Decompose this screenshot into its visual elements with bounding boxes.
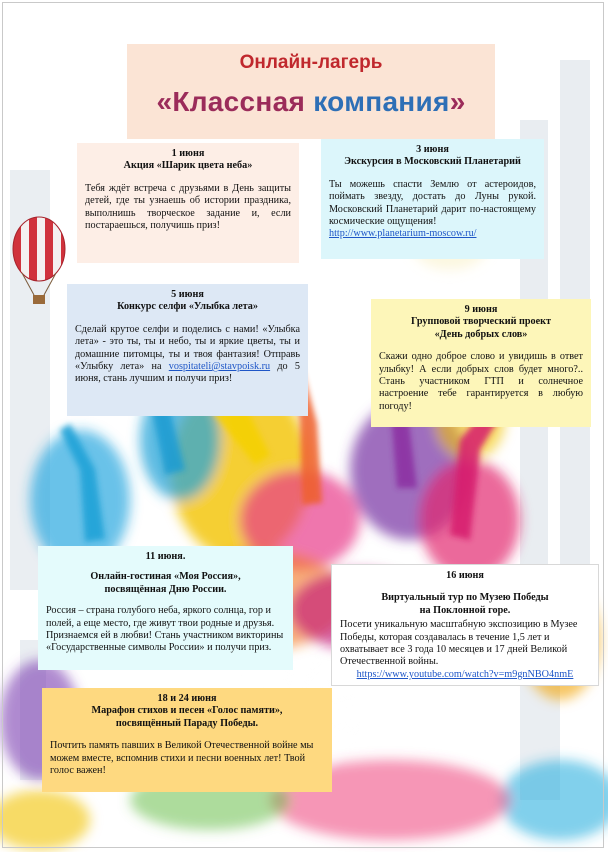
event-description: Почтить память павших в Великой Отечественной войне мы можем вместе, вспомнив стихи и песни военных лет! Твой голос важен! (50, 740, 314, 777)
quote-open: « (156, 86, 173, 117)
event-description: Ты можешь спасти Землю от астероидов, поймать звезду, достать до Луны рукой. Московский Планетарий дарит по-настоящему космические ощущения! (329, 178, 536, 228)
event-text-after: до 5 июня, стань лучшим и получи приз! (75, 361, 300, 385)
title-word-2: компания (313, 86, 450, 117)
camp-subtitle: Онлайн-лагерь (239, 52, 383, 73)
event-title: Конкурс селфи «Улыбка лета» (117, 301, 258, 313)
event-card-june-16 (331, 564, 599, 686)
event-date: 3 июня (416, 144, 449, 155)
event-subtitle: посвящённый Параду Победы. (115, 717, 259, 729)
event-date: 9 июня (464, 304, 498, 315)
title-box (127, 44, 495, 139)
event-title: Виртуальный тур по Музею Победы (381, 592, 549, 604)
event-description: Россия – страна голубого неба, яркого солнца, гор и полей, а еще место, где живут твои родные и друзья. Признаемся ей в любви! Стань участником викторины «Государственные символы России» и получи приз. (46, 605, 284, 654)
event-title: Онлайн-гостиная «Моя Россия», (90, 571, 241, 583)
event-card-june-18-24 (42, 688, 332, 792)
planetarium-link[interactable]: http://www.planetarium-moscow.ru/ (329, 228, 477, 240)
hot-air-balloon-icon (8, 215, 70, 307)
event-date: 5 июня (171, 289, 204, 300)
event-date: 16 июня (446, 570, 484, 581)
title-word-1: Классная (172, 86, 306, 117)
event-subtitle: посвящённая Дню России. (104, 583, 227, 595)
event-date: 1 июня (171, 148, 205, 159)
event-title: Экскурсия в Московский Планетарий (344, 156, 521, 168)
youtube-link[interactable]: https://www.youtube.com/watch?v=m9gnNBO4nmE (356, 668, 574, 680)
event-card-june-9 (371, 299, 591, 427)
quote-close: » (449, 86, 466, 117)
event-title: Акция «Шарик цвета неба» (123, 160, 253, 172)
event-subtitle: на Поклонной горе. (419, 604, 511, 616)
event-description (75, 324, 300, 386)
event-subtitle: «День добрых слов» (434, 328, 528, 340)
event-text-before: Сделай крутое селфи и поделись с нами! «Улыбка лета» - это ты, ты и небо, ты и яркие цветы, ты и домашние питомцы, ты и твоя фантазия! Отправь «Улыбку лета» на (75, 323, 300, 373)
event-description: Тебя ждёт встреча с друзьями в День защиты детей, где ты узнаешь об истории праздника, выполнишь творческое задание и, если постараешься, получишь приз! (85, 182, 291, 232)
email-link[interactable]: vospitateli@stavpoisk.ru (168, 361, 271, 373)
event-link-wrap (329, 228, 536, 240)
event-card-june-3 (321, 139, 544, 259)
event-date: 18 и 24 июня (157, 693, 217, 704)
event-card-june-1 (77, 143, 299, 263)
event-card-june-5 (67, 284, 308, 416)
event-description: Посети уникальную масштабную экспозицию в Музее Победы, которая создавалась в течение 1,5 лет и охватывает все 3 года 10 месяцев и 17 дней Великой Отечественной войны. (340, 619, 578, 668)
camp-title (127, 86, 495, 118)
event-title: Групповой творческий проект (410, 316, 552, 328)
event-description: Скажи одно доброе слово и увидишь в ответ улыбку! А если добрых слов будет много?.. Стань участником ГТП и солнечное настроение тебе гарантируется в любую погоду! (379, 351, 583, 412)
event-link-wrap (340, 669, 590, 681)
event-card-june-11 (38, 546, 293, 670)
event-title: Марафон стихов и песен «Голос памяти», (91, 705, 283, 717)
event-date: 11 июня. (145, 551, 186, 562)
